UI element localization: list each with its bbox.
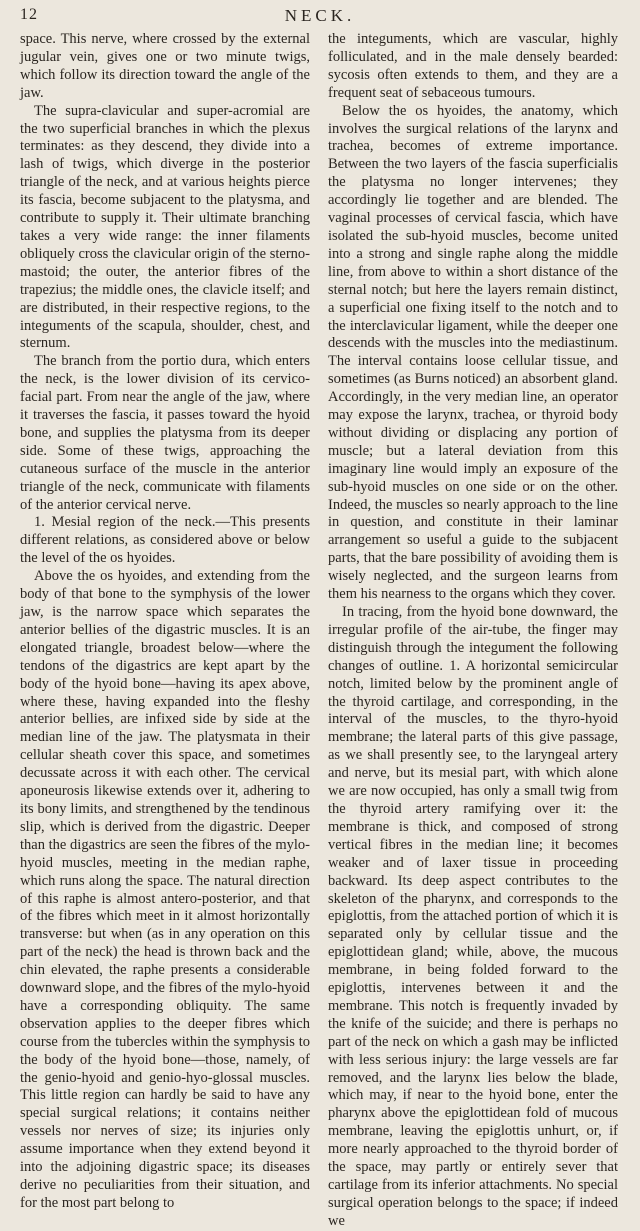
right-column [328,31,618,1231]
paragraph: In tracing, from the hyoid bone downward, the irregular profile of the air-tube, the finger may distinguish through the integument the following changes of outline. 1. A horizontal semicircular notch, limited below by the prominent angle of the thyroid cartilage, and corresponding, in the interval of the muscles, to the thyro-hyoid membrane; the lateral parts of this give passage, as we shall presently see, to the laryngeal artery and nerve, but its mesial part, with which alone we are now occupied, has only a small twig from the thyroid artery ramifying over it: the membrane is thick, and composed of strong vertical fibres in the median line; it becomes weaker and of laxer tissue in proceeding backward. Its deep aspect contributes to the skeleton of the pharynx, and corresponds to the epiglottis, from the attached portion of which it is separated only by cellular tissue and the epiglottidean gland; while, above, the mucous membrane, in being folded forward to the epiglottis, intervenes between it and the membrane. This notch is frequently invaded by the knife of the suicide; and there is perhaps no part of the neck on which a gash may be inflicted with less serious injury: the large vessels are far removed, and the larynx lies below the blade, which may, if near to the hyoid bone, enter the pharynx above the epiglottidean fold of mucous membrane, leaving the epiglottis unhurt, or, if more nearly approached to the thyroid border of the space, may partly or entirely sever that cartilage from its inferior attachments. No special surgical operation belongs to the space; if indeed we [328,604,618,1229]
paragraph: Below the os hyoides, the anatomy, which involves the surgical relations of the larynx and trachea, becomes of extreme importance. Between the two layers of the fascia superficialis the platysma no longer intervenes; they accordingly lie together and are blended. The vaginal processes of cervical fascia, which have isolated the sub-hyoid muscles, become united into a strong and single raphe along the middle line, from above to within a short distance of the sternal notch; but here the layers remain distinct, a superficial one fixing itself to the notch and to the interclavicular ligament, while the deeper one descends with the muscles into the mediastinum. The interval contains loose cellular tissue, and sometimes (as Burns noticed) an absorbent gland. Accordingly, in the very median line, an operator may expose the larynx, trachea, or thyroid body without dividing or displacing any portion of muscle; but a lateral deviation from this imaginary line would imply an exposure of the sub-hyoid muscles on one side or on the other. Indeed, the muscles so nearly approach to the line in question, and constitute in their laminar arrangement so useful a guide to the subjacent parts, that the bare possibility of avoiding them is wisely neglected, and the surgeon learns from them his nearness to the organs which they cover. [328,102,618,603]
paragraph: 1. Mesial region of the neck.—This presents different relations, as considered above or below the level of the os hyoides. [20,514,310,567]
running-head: NECK. [284,6,356,25]
paragraph: the integuments, which are vascular, highly folliculated, and in the male densely bearded: sycosis often extends to them, and they are a frequent seat of sebaceous tumours. [328,31,618,101]
paragraph: The supra-clavicular and super-acromial are the two superficial branches in which the plexus terminates: as they descend, they divide into a lash of twigs, which diverge in the posterior triangle of the neck, and at various heights pierce its fascia, become subjacent to the platysma, and contribute to supply it. Their ultimate branching takes a very wide range: the inner filaments obliquely cross the clavicular origin of the sterno-mastoid; the outer, the anterior fibres of the trapezius; the middle ones, the clavicle itself; and are distributed, in their respective regions, to the integuments of the scapula, shoulder, chest, and sternum. [20,102,310,352]
page-number: 12 [20,6,38,23]
paragraph: space. This nerve, where crossed by the external jugular vein, gives one or two minute twigs, which follow its direction toward the angle of the jaw. [20,31,310,101]
paragraph: Above the os hyoides, and extending from the body of that bone to the symphysis of the lower jaw, is the narrow space which separates the anterior bellies of the digastric muscles. It is an elongated triangle, broadest below—where the tendons of the digastrics are kept apart by the body of the hyoid bone—having its apex above, where these, having expanded into the fleshy anterior bellies, are infixed side by side at the median line of the jaw. The platysmata in their cellular sheath cover this space, and sometimes decussate across it with each other. The cervical aponeurosis likewise extends over it, adhering to its bony limits, and strengthened by the tendinous slip, which is derived from the digastric. Deeper than the digastrics are seen the fibres of the mylo-hyoid muscles, meeting in the median raphe, which runs along the space. The natural direction of this raphe is almost antero-posterior, and that of the fibres which meet in it almost horizontally transverse: but when (as in any operation on this part of the neck) the head is thrown back and the chin elevated, the raphe presents a considerable downward slope, and the fibres of the mylo-hyoid have a corresponding obliquity. The same observation applies to the deeper fibres which course from the tubercles within the symphysis to the body of the hyoid bone—those, namely, of the genio-hyoid and genio-hyo-glossal muscles. This little region can hardly be said to have any special surgical relations; it contains neither vessels nor nerves of size; its injuries only assume importance when they extend beyond it into the adjoining digastric space; its diseases derive no peculiarities from their situation, and for the most part belong to [20,568,310,1211]
paragraph: The branch from the portio dura, which enters the neck, is the lower division of its cervico-facial part. From near the angle of the jaw, where it traverses the fascia, it passes toward the hyoid bone, and supplies the platysma from its deeper side. Some of these twigs, approaching the cutaneous surface of the muscle in the anterior triangle of the neck, communicate with filaments of the anterior cervical nerve. [20,353,310,513]
page-header [20,6,620,30]
text-columns [20,31,618,1229]
left-column [20,31,310,1213]
